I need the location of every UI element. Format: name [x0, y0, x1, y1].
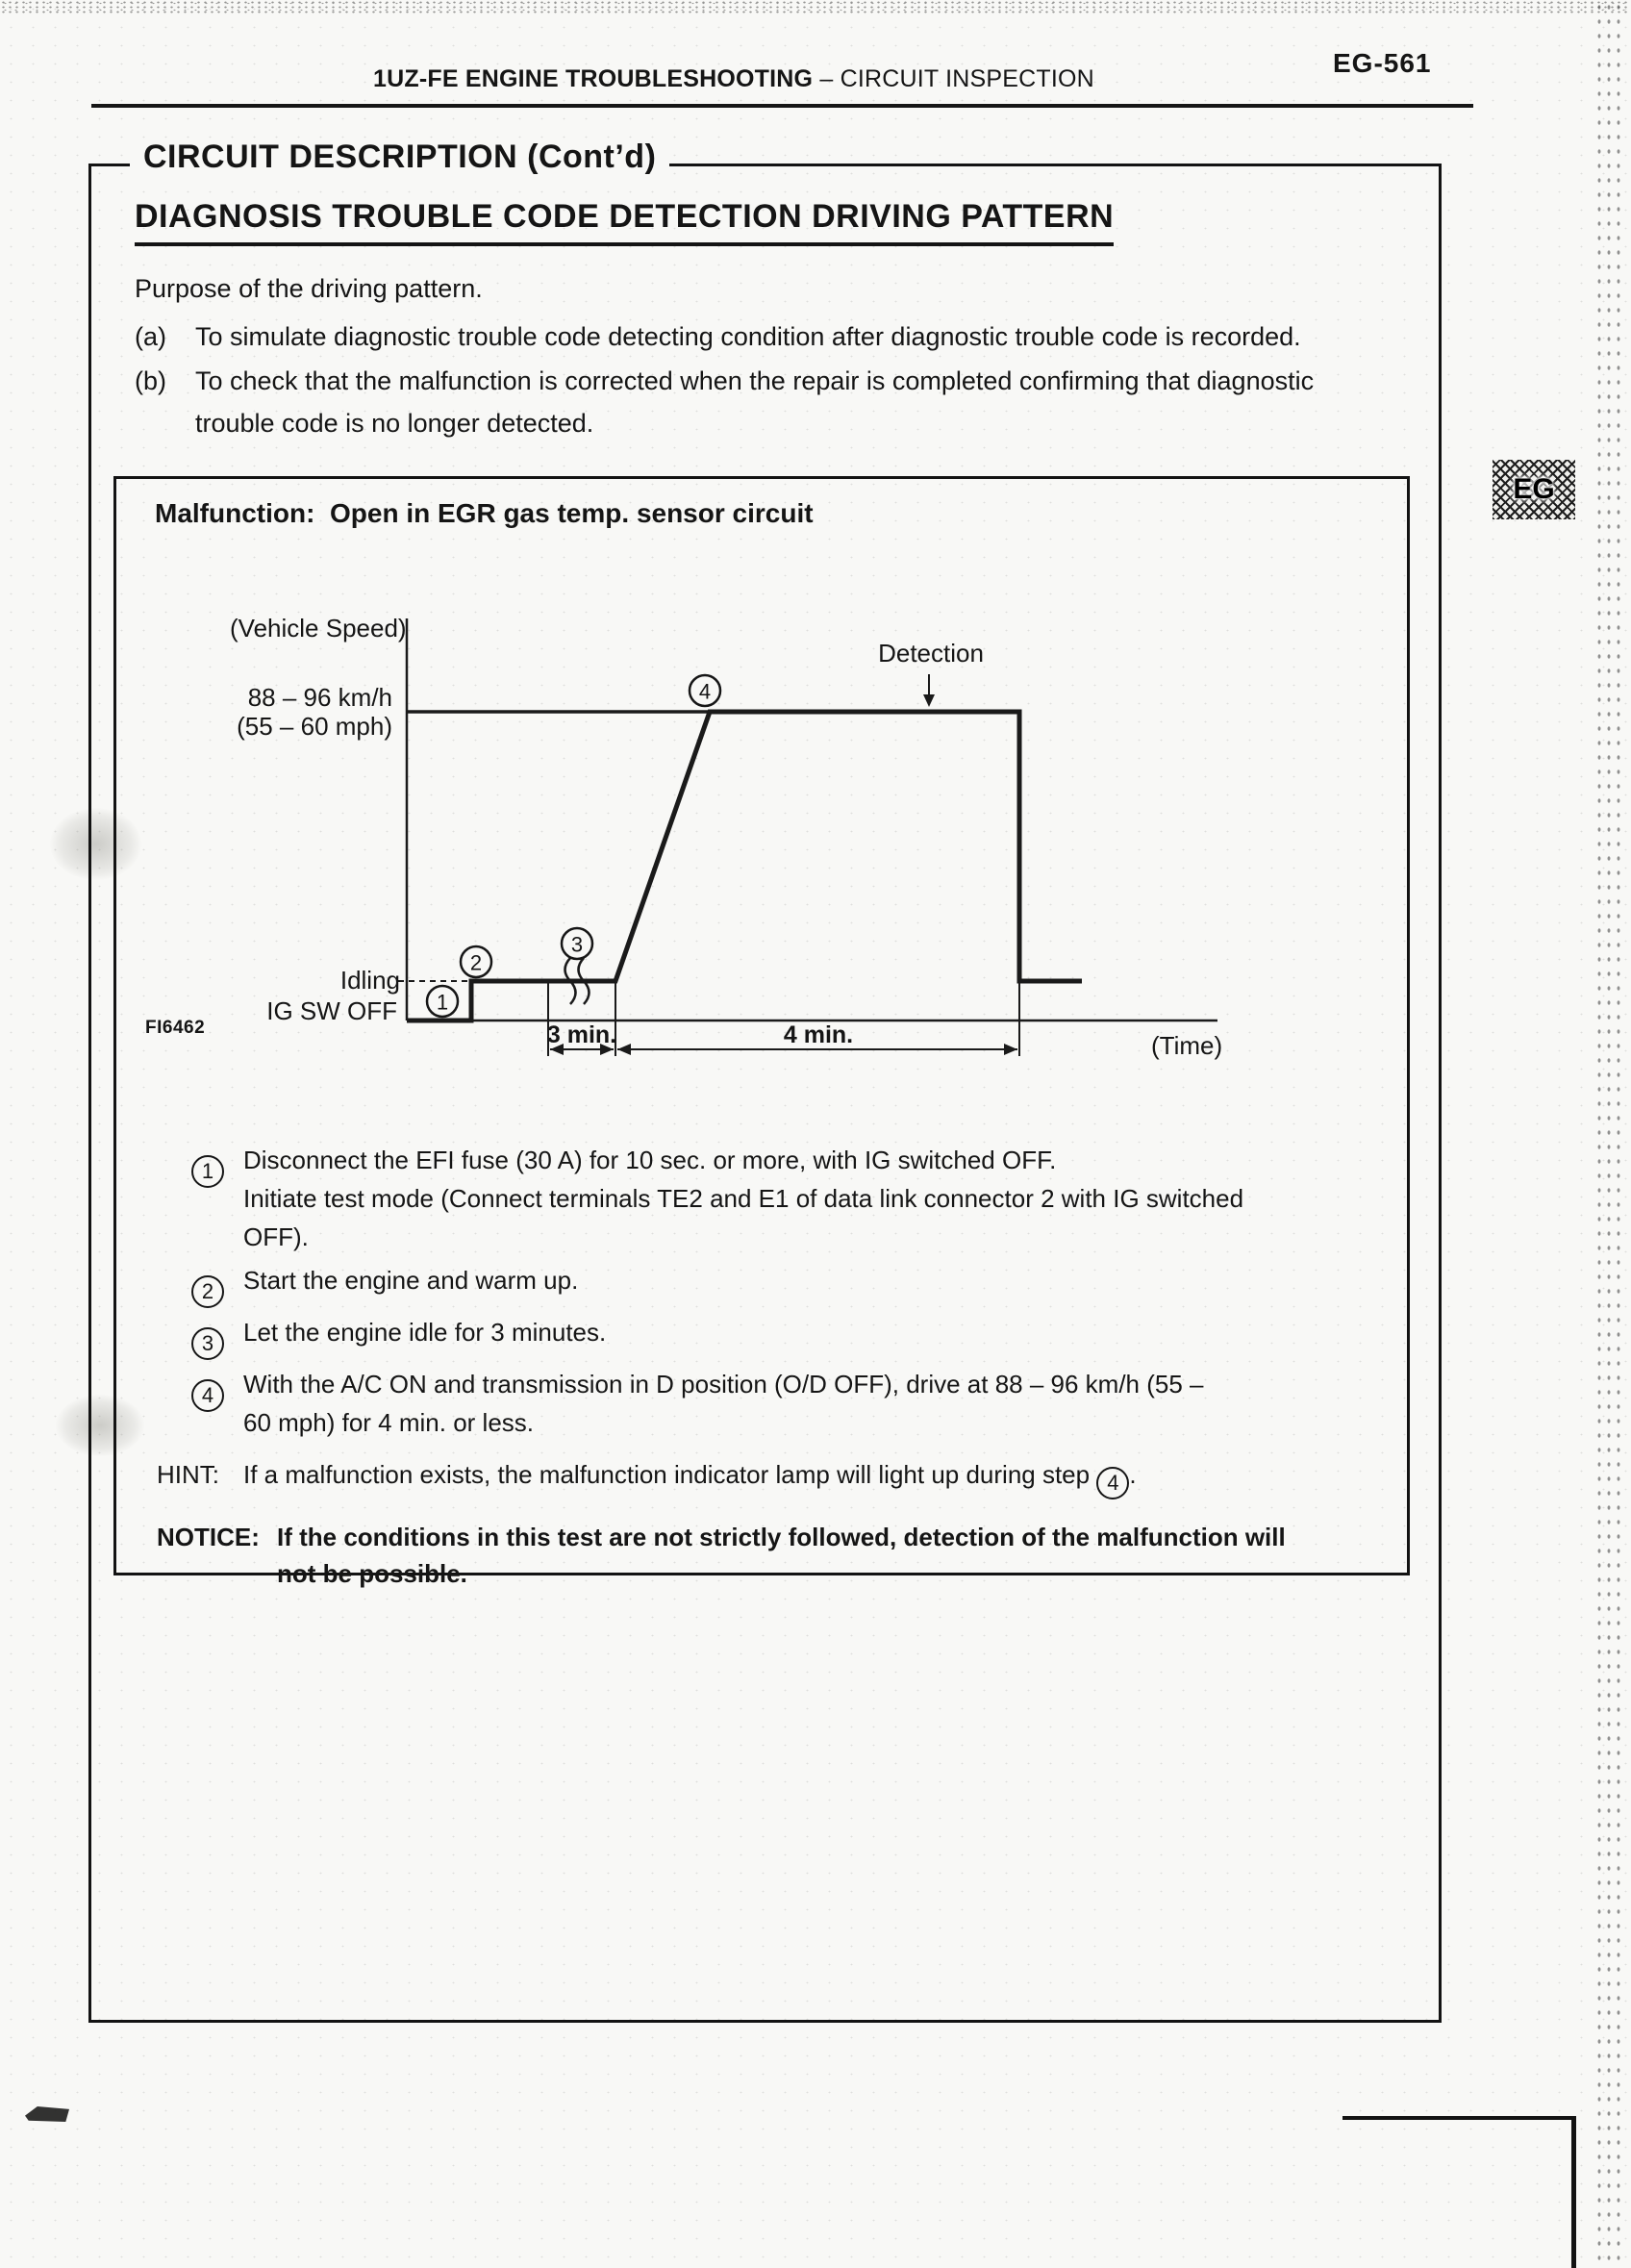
speed-range-label: 88 – 96 km/h (55 – 60 mph)	[237, 683, 392, 741]
step-2-marker: 2	[191, 1275, 224, 1308]
procedure-notes	[157, 1141, 1378, 1592]
side-tab-eg	[1493, 460, 1575, 519]
header-title-bold: 1UZ-FE ENGINE TROUBLESHOOTING	[373, 65, 814, 92]
purpose-intro: Purpose of the driving pattern.	[135, 274, 483, 303]
chart-marker-4: 4	[698, 679, 712, 704]
purpose-block	[135, 267, 1443, 446]
main-heading: DIAGNOSIS TROUBLE CODE DETECTION DRIVING PATTERN	[135, 198, 1114, 246]
dim-label-3min: 3 min.	[546, 1021, 617, 1048]
detection-label: Detection	[878, 639, 984, 668]
hint-text: If a malfunction exists, the malfunction indicator lamp will light up during step 4 .	[243, 1455, 1137, 1499]
header-title-rest: – CIRCUIT INSPECTION	[813, 65, 1094, 92]
hint-block	[157, 1455, 1378, 1499]
next-page-edge-vertical	[1571, 2116, 1576, 2268]
idling-label: Idling	[339, 966, 400, 995]
step-3-text: Let the engine idle for 3 minutes.	[243, 1318, 607, 1347]
purpose-item-b	[135, 360, 1443, 444]
chart-marker-2: 2	[469, 950, 483, 975]
purpose-item-b-text: To check that the malfunction is corrected when the repair is completed confirming that diagnostic trouble code is no longer detected.	[195, 366, 1315, 438]
malfunction-label: Malfunction:	[155, 498, 315, 528]
side-tab-label: EG	[1513, 473, 1555, 505]
purpose-item-a	[135, 315, 1443, 358]
chart-marker-1: 1	[436, 990, 449, 1015]
page-header	[373, 65, 1094, 93]
ig-sw-off-label: IG SW OFF	[266, 996, 397, 1025]
step-1-marker: 1	[191, 1155, 224, 1188]
notice-text: If the conditions in this test are not strictly followed, detection of the malfunction will not be possible.	[277, 1523, 1286, 1588]
scan-mark-bottom-left	[25, 2106, 69, 2122]
hint-label: HINT:	[157, 1460, 219, 1489]
time-axis-label: (Time)	[1151, 1031, 1223, 1060]
y-axis-label: (Vehicle Speed)	[230, 614, 407, 643]
detection-arrowhead	[923, 694, 935, 707]
hint-step-marker: 4	[1096, 1467, 1129, 1499]
purpose-item-a-label: (a)	[135, 322, 166, 351]
malfunction-box	[113, 476, 1410, 1588]
notice-block	[157, 1519, 1378, 1592]
scan-noise-top	[0, 0, 1631, 14]
step-4-marker: 4	[191, 1379, 224, 1412]
next-page-edge-horizontal	[1342, 2116, 1575, 2120]
chart-marker-3: 3	[570, 932, 584, 957]
malfunction-value: Open in EGR gas temp. sensor circuit	[330, 498, 814, 528]
scan-noise-right-edge	[1594, 0, 1621, 2268]
step-4	[191, 1365, 1378, 1442]
step-1	[191, 1141, 1378, 1256]
header-rule	[91, 104, 1473, 108]
purpose-item-b-label: (b)	[135, 366, 166, 395]
page-number: EG-561	[1333, 48, 1432, 78]
step-2-text: Start the engine and warm up.	[243, 1266, 579, 1295]
figure-id: FI6462	[145, 1018, 206, 1038]
step-3	[191, 1313, 1378, 1360]
step-2	[191, 1261, 1378, 1308]
step-3-marker: 3	[191, 1327, 224, 1360]
vehicle-speed-trace	[407, 712, 1082, 1021]
arrowhead	[1004, 1044, 1017, 1055]
purpose-item-a-text: To simulate diagnostic trouble code detecting condition after diagnostic trouble code is recorded.	[195, 322, 1301, 351]
step-4-text: With the A/C ON and transmission in D position (O/D OFF), drive at 88 – 96 km/h (55 – 60 mph) for 4 min. or less.	[243, 1370, 1204, 1437]
dim-label-4min: 4 min.	[783, 1021, 854, 1048]
step-1-text: Disconnect the EFI fuse (30 A) for 10 sec. or more, with IG switched OFF. Initiate test mode (Connect terminals TE2 and E1 of data link connector 2 with IG switched OFF).	[243, 1146, 1244, 1251]
section-title: CIRCUIT DESCRIPTION (Cont’d)	[130, 139, 669, 176]
notice-label: NOTICE:	[157, 1523, 260, 1551]
